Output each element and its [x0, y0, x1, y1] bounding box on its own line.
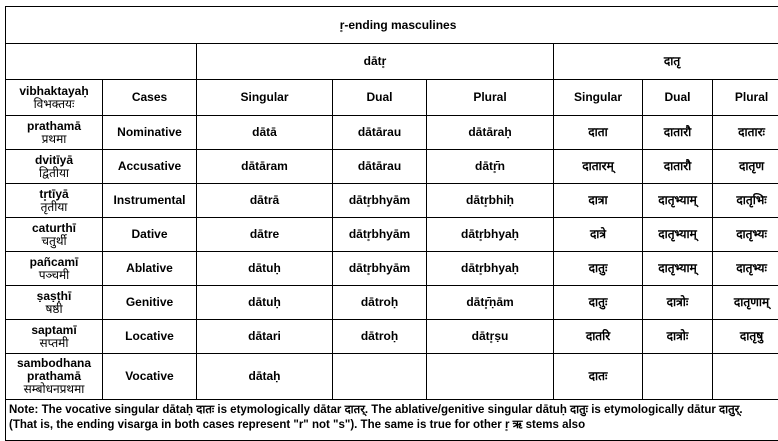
devanagari-dual: दात्रोः: [643, 286, 713, 320]
devanagari-singular: दाता: [554, 116, 643, 150]
latin-plural-header: Plural: [427, 80, 554, 116]
latin-plural: dātāraḥ: [427, 116, 554, 150]
case-name-devanagari: प्रथमा: [6, 133, 102, 146]
latin-plural: dātr̥bhyaḥ: [427, 252, 554, 286]
case-name-cell: [6, 184, 103, 218]
case-name-devanagari: द्वितीया: [6, 167, 102, 180]
devanagari-singular: दात्रा: [554, 184, 643, 218]
devanagari-dual-header: Dual: [643, 80, 713, 116]
case-label: Instrumental: [103, 184, 197, 218]
table-row: [6, 184, 778, 218]
footnote-line-1: Note: The vocative singular dātaḥ दातः is etymologically dātar दातर्. The ablative/genitive singular dātuḥ दातुः is etymologically dātur दातुर्.: [9, 403, 778, 418]
table-row: [6, 150, 778, 184]
case-label: Dative: [103, 218, 197, 252]
devanagari-plural: दातृण: [713, 150, 778, 184]
latin-dual: dātārau: [333, 116, 427, 150]
devanagari-dual-empty: [643, 354, 713, 400]
case-name-latin: saptamī: [6, 324, 102, 337]
latin-plural: dātr̥bhiḥ: [427, 184, 554, 218]
latin-singular-header: Singular: [197, 80, 333, 116]
latin-singular: dātuḥ: [197, 252, 333, 286]
case-name-devanagari: सम्बोधनप्रथमा: [6, 383, 102, 396]
footnote: [6, 400, 778, 441]
latin-dual-header: Dual: [333, 80, 427, 116]
footnote-line-2: (That is, the ending visarga in both cases represent "r" not "s"). The same is true for other r̥ ऋ stems also: [9, 418, 778, 433]
devanagari-singular: दातुः: [554, 286, 643, 320]
table-row-vocative: [6, 354, 778, 400]
devanagari-dual: दातारौ: [643, 150, 713, 184]
devanagari-dual: दातृभ्याम्: [643, 184, 713, 218]
latin-singular: dātre: [197, 218, 333, 252]
case-label: Accusative: [103, 150, 197, 184]
case-name-latin: pañcamī: [6, 256, 102, 269]
case-name-latin: tr̥tīyā: [6, 188, 102, 201]
case-name-cell: [6, 320, 103, 354]
latin-singular: dātāram: [197, 150, 333, 184]
case-name-devanagari: चतुर्थी: [6, 235, 102, 248]
devanagari-singular: दातरि: [554, 320, 643, 354]
devanagari-plural: दातृषु: [713, 320, 778, 354]
case-label: Locative: [103, 320, 197, 354]
latin-dual: dātr̥bhyām: [333, 218, 427, 252]
table-row: [6, 286, 778, 320]
group-header-latin: dātr̥: [197, 44, 554, 80]
case-name-cell: [6, 150, 103, 184]
devanagari-singular: दातारम्: [554, 150, 643, 184]
case-name-latin: dvitīyā: [6, 154, 102, 167]
devanagari-plural: दातारः: [713, 116, 778, 150]
devanagari-plural: दातृभिः: [713, 184, 778, 218]
devanagari-dual: दात्रोः: [643, 320, 713, 354]
case-name-cell: [6, 354, 103, 400]
table-title: r̥-ending masculines: [6, 7, 778, 44]
vibhakti-header: [6, 80, 103, 116]
latin-plural: dātr̥bhyaḥ: [427, 218, 554, 252]
latin-singular: dātuḥ: [197, 286, 333, 320]
devanagari-singular: दातुः: [554, 252, 643, 286]
case-name-devanagari: पञ्चमी: [6, 269, 102, 282]
table-row: [6, 116, 778, 150]
case-name-cell: [6, 286, 103, 320]
latin-dual-empty: [333, 354, 427, 400]
latin-singular: dātari: [197, 320, 333, 354]
devanagari-plural: दातृणाम्: [713, 286, 778, 320]
latin-plural: dātr̥̄n: [427, 150, 554, 184]
latin-plural: dātr̥̄ṇām: [427, 286, 554, 320]
empty-group-cell: [6, 44, 197, 80]
declension-table: [5, 6, 778, 441]
devanagari-plural-empty: [713, 354, 778, 400]
case-name-latin-2: prathamā: [6, 370, 102, 383]
case-name-devanagari: षष्ठी: [6, 303, 102, 316]
devanagari-dual: दातृभ्याम्: [643, 218, 713, 252]
case-name-latin: caturthī: [6, 222, 102, 235]
vibhakti-header-devanagari: विभक्तयः: [6, 98, 102, 111]
vibhakti-header-latin: vibhaktayaḥ: [6, 85, 102, 98]
latin-dual: dātr̥bhyām: [333, 184, 427, 218]
devanagari-singular: दात्रे: [554, 218, 643, 252]
latin-plural-empty: [427, 354, 554, 400]
devanagari-dual: दातारौ: [643, 116, 713, 150]
group-header-devanagari: दातृ: [554, 44, 778, 80]
latin-dual: dātroḥ: [333, 286, 427, 320]
latin-singular: dātrā: [197, 184, 333, 218]
table-row: [6, 320, 778, 354]
case-name-latin: sambodhana: [6, 357, 102, 370]
latin-dual: dātārau: [333, 150, 427, 184]
latin-singular: dātā: [197, 116, 333, 150]
latin-dual: dātroḥ: [333, 320, 427, 354]
case-name-latin: ṣaṣṭhī: [6, 290, 102, 303]
latin-singular: dātaḥ: [197, 354, 333, 400]
case-name-cell: [6, 218, 103, 252]
case-name-latin: prathamā: [6, 120, 102, 133]
table-row: [6, 252, 778, 286]
case-name-cell: [6, 252, 103, 286]
case-name-devanagari: तृतीया: [6, 201, 102, 214]
case-name-cell: [6, 116, 103, 150]
devanagari-plural: दातृभ्यः: [713, 218, 778, 252]
devanagari-singular-header: Singular: [554, 80, 643, 116]
devanagari-singular: दातः: [554, 354, 643, 400]
devanagari-plural: दातृभ्यः: [713, 252, 778, 286]
case-label: Ablative: [103, 252, 197, 286]
case-label: Genitive: [103, 286, 197, 320]
devanagari-dual: दातृभ्याम्: [643, 252, 713, 286]
case-label: Nominative: [103, 116, 197, 150]
devanagari-plural-header: Plural: [713, 80, 778, 116]
case-label: Vocative: [103, 354, 197, 400]
latin-plural: dātr̥ṣu: [427, 320, 554, 354]
table-row: [6, 218, 778, 252]
case-name-devanagari: सप्तमी: [6, 337, 102, 350]
cases-header: Cases: [103, 80, 197, 116]
latin-dual: dātr̥bhyām: [333, 252, 427, 286]
